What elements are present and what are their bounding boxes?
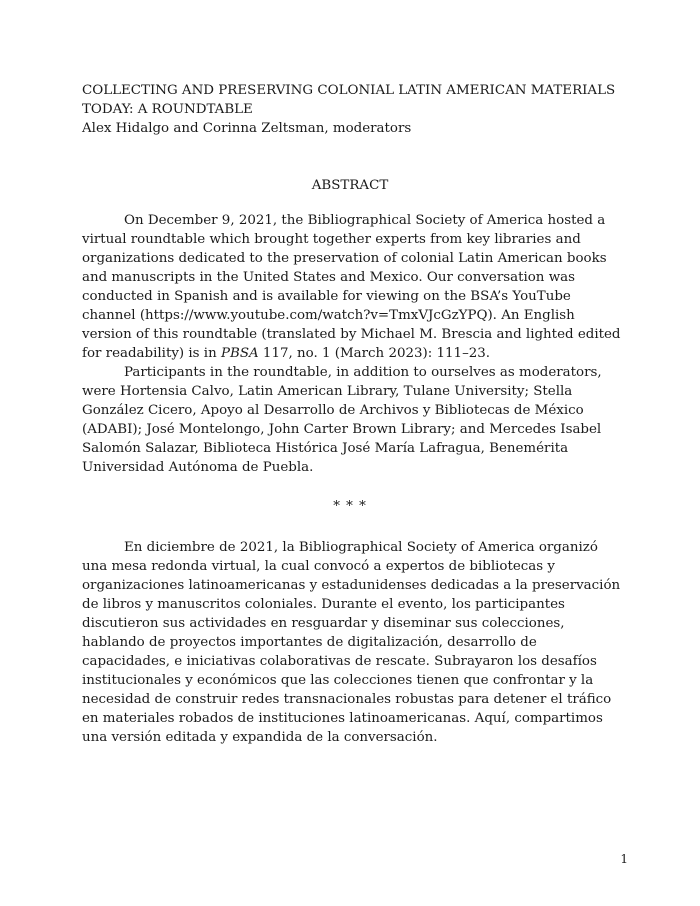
page-number: 1 <box>620 852 628 866</box>
abstract-english <box>82 211 622 477</box>
abstract-heading: ABSTRACT <box>311 178 389 193</box>
moderators-line: Alex Hidalgo and Corinna Zeltsman, moderators <box>82 121 412 136</box>
title-line-2: TODAY: A ROUNDTABLE <box>82 102 253 117</box>
journal-title: PBSA <box>220 346 259 361</box>
article-header <box>82 81 642 138</box>
abstract-p1-text-b: 117, no. 1 (March 2023): 111–23. <box>258 346 491 361</box>
title-line-1: COLLECTING AND PRESERVING COLONIAL LATIN AMERICAN MATERIALS <box>82 83 616 98</box>
abstract-p1-text-a: On December 9, 2021, the Bibliographical Society of America hosted a virtual roundtable which brought together experts from key libraries and organizations dedicated to the preservation of colonial Latin American books and manuscripts in the United States and Mexico. Our conversation was conducted in Spanish and is available for viewing on the BSA’s YouTube channel (https://www.youtube.com/watch?v=TmxVJcGzYPQ). An English version of this roundtable (translated by Michael M. Brescia and lighted edited for readability) is in <box>82 213 621 361</box>
abstract-spanish <box>82 538 622 747</box>
section-separator: * * * <box>333 499 367 514</box>
abstract-paragraph-2: Participants in the roundtable, in addition to ourselves as moderators, were Hortensia Calvo, Latin American Library, Tulane University; Stella González Cicero, Apoyo al Desarrollo de Archivos y Bibliotecas de México (ADABI); José Montelongo, John Carter Brown Library; and Mercedes Isabel Salomón Salazar, Biblioteca Histórica José María Lafragua, Benemérita Universidad Autónoma de Puebla. <box>82 365 602 475</box>
resumen-paragraph-1: En diciembre de 2021, la Bibliographical Society of America organizó una mesa redonda virtual, la cual convocó a expertos de bibliotecas y organizaciones latinoamericanas y estadunidenses dedicadas a la preservación de libros y manuscritos coloniales. Durante el evento, los participantes discutieron sus actividades en resguardar y diseminar sus colecciones, hablando de proyectos importantes de digitalización, desarrollo de capacidades, e iniciativas colaborativas de rescate. Subrayaron los desafíos institucionales y económicos que las colecciones tienen que confrontar y la necesidad de construir redes transnacionales robustas para detener el tráfico en materiales robados de instituciones latinoamericanas. Aquí, compartimos una versión editada y expandida de la conversación. <box>82 540 621 745</box>
abstract-paragraph-1 <box>82 211 622 363</box>
